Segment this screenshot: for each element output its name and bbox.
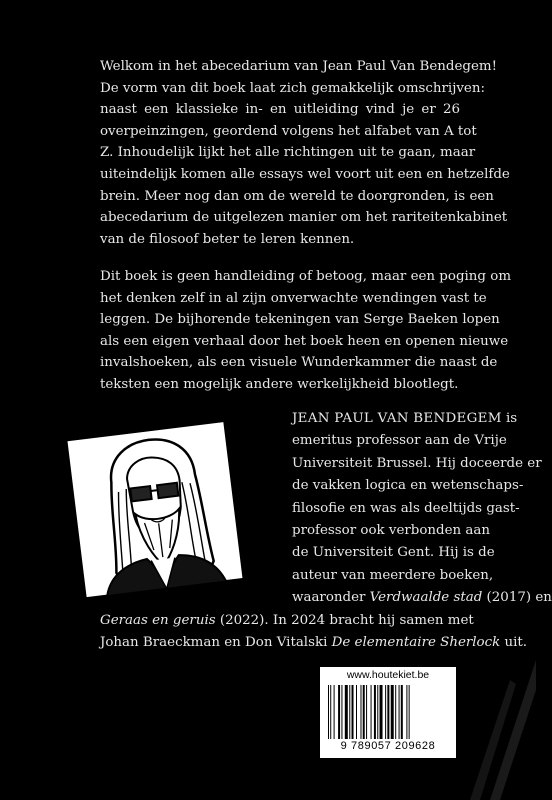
barcode-bar [356, 685, 357, 739]
description-paragraph [100, 266, 512, 396]
text-line: naast een klassieke in- en uitleiding vind je er 26 [100, 102, 460, 118]
text-line: brein. Meer nog dan om de wereld te doorgronden, is een [100, 188, 494, 204]
text-line: Z. Inhoudelijk lijkt het alle richtingen uit te gaan, maar [100, 145, 476, 161]
barcode-bar [380, 685, 383, 739]
barcode-bar [374, 685, 376, 739]
author-name: JEAN PAUL VAN BENDEGEM [292, 411, 502, 426]
text-line: De vorm van dit boek laat zich gemakkelijk omschrijven: [100, 80, 485, 96]
text-line [100, 610, 474, 632]
barcode-bar [385, 685, 386, 739]
barcode-bar [377, 685, 378, 739]
text-line: als een eigen verhaal door het boek heen en openen nieuwe [100, 333, 509, 349]
barcode-bar [395, 685, 396, 739]
barcode-bar [349, 685, 350, 739]
barcode-bar [330, 685, 331, 739]
text-fragment: Johan Braeckman en Don Vitalski [100, 635, 332, 651]
text-line [100, 632, 528, 654]
text-line: van de filosoof beter te leren kennen. [100, 231, 355, 247]
barcode-bar [387, 685, 389, 739]
barcode-bar [352, 685, 354, 739]
barcode-bar [371, 685, 372, 739]
isbn-number: 9 789057 209628 [340, 740, 436, 752]
text-line: de Universiteit Gent. Hij is de [292, 545, 495, 561]
book-title: Verdwaalde stad [369, 590, 483, 606]
barcode-bar [401, 685, 403, 739]
barcode-bar [328, 685, 329, 739]
text-line: emeritus professor aan de Vrije [292, 433, 507, 449]
spine-decoration [470, 620, 536, 800]
barcode-bar [360, 685, 361, 739]
text-line: Dit boek is geen handleiding of betoog, maar een poging om [100, 269, 512, 284]
book-title: Geraas en geruis [100, 612, 216, 628]
text-line: Welkom in het abecedarium van Jean Paul Van Bendegem! [100, 59, 497, 74]
barcode-bar [391, 685, 394, 739]
barcode-bar [399, 685, 400, 739]
text-line: teksten een mogelijk andere werkelijkheid blootlegt. [100, 376, 459, 392]
text-fragment: is [501, 411, 518, 426]
text-fragment: uit. [500, 635, 528, 651]
barcode-bar [345, 685, 348, 739]
publisher-url: www.houtekiet.be [346, 669, 430, 681]
text-fragment: (2022). In 2024 bracht hij samen met [215, 612, 474, 628]
text-line: Universiteit Brussel. Hij doceerde er [292, 455, 542, 471]
intro-paragraph [100, 56, 510, 250]
text-line: filosofie en was als deeltijds gast- [292, 500, 520, 516]
text-line: leggen. De bijhorende tekeningen van Serge Baeken lopen [100, 312, 500, 328]
barcode-bar [334, 685, 335, 739]
text-line: de vakken logica en wetenschaps- [292, 478, 524, 494]
isbn-barcode [328, 685, 452, 739]
barcode-label [320, 667, 456, 758]
barcode-bar [366, 685, 367, 739]
book-title: De elementaire Sherlock [331, 635, 501, 651]
barcode-bar [409, 685, 410, 739]
author-portrait-illustration [57, 418, 247, 603]
text-line: professor ook verbonden aan [292, 523, 490, 539]
text-fragment: (2017) en [482, 590, 552, 606]
text-line: het denken zelf in al zijn onverwachte wendingen vast te [100, 290, 487, 306]
text-line: uiteindelijk komen alle essays wel voort uit een en hetzelfde [100, 166, 510, 182]
barcode-bar [341, 685, 342, 739]
text-line: invalshoeken, als een visuele Wunderkammer die naast de [100, 355, 498, 371]
text-line: overpeinzingen, geordend volgens het alfabet van A tot [100, 123, 477, 139]
barcode-bar [338, 685, 340, 739]
barcode-bar [363, 685, 365, 739]
text-line: auteur van meerdere boeken, [292, 567, 494, 583]
text-fragment: waaronder [292, 590, 370, 606]
text-line: abecedarium de uitgelezen manier om het rariteitenkabinet [100, 210, 508, 226]
barcode-bar [406, 685, 407, 739]
